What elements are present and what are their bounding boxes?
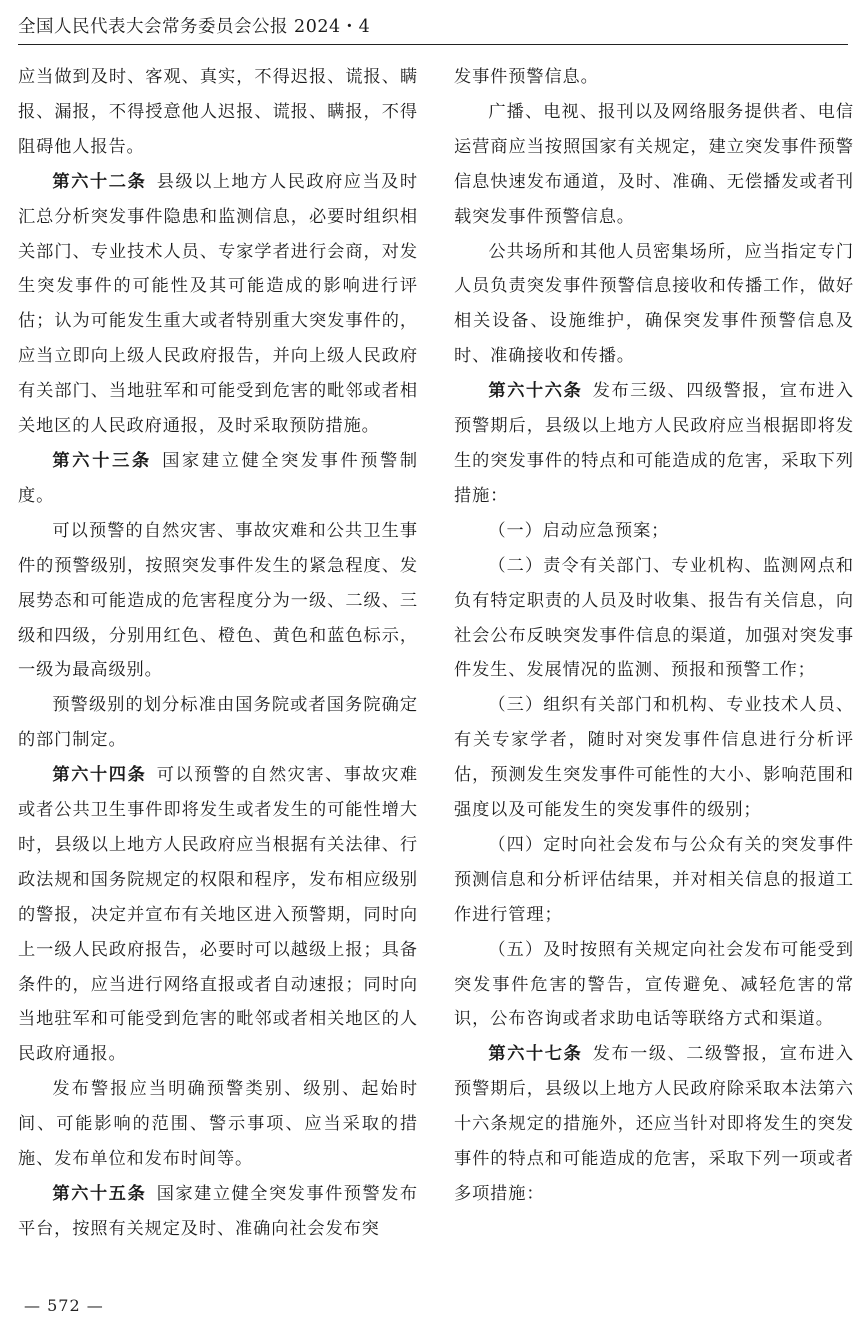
page-header [18, 12, 848, 45]
right-column [454, 60, 854, 1212]
paragraph-text: （五）及时按照有关规定向社会发布可能受到突发事件危害的警告，宣传避免、减轻危害的常识，公布咨询或者求助电话等联络方式和渠道。 [454, 939, 854, 1030]
paragraph [454, 549, 854, 689]
paragraph-text: （二）责令有关部门、专业机构、监测网点和负有特定职责的人员及时收集、报告有关信息，向社会公布反映突发事件信息的渠道，加强对突发事件发生、发展情况的监测、预报和预警工作； [454, 555, 854, 681]
paragraph [454, 1037, 854, 1212]
article-number: 第六十二条 [52, 171, 147, 192]
paragraph-text: 国家建立健全突发事件预警发布平台，按照有关规定及时、准确向社会发布突 [18, 1184, 418, 1239]
article-number: 第六十七条 [488, 1044, 583, 1065]
paragraph [18, 514, 418, 689]
paragraph-text: 发布一级、二级警报，宣布进入预警期后，县级以上地方人民政府除采取本法第六十六条规定的措施外，还应当针对即将发生的突发事件的特点和可能造成的危害，采取下列一项或者多项措施： [454, 1044, 854, 1204]
paragraph-text: 发布警报应当明确预警类别、级别、起始时间、可能影响的范围、警示事项、应当采取的措施、发布单位和发布时间等。 [18, 1079, 418, 1170]
paragraph [454, 60, 854, 95]
paragraph [454, 374, 854, 514]
paragraph [454, 514, 854, 549]
paragraph-text: （一）启动应急预案； [488, 520, 670, 541]
paragraph-text: （四）定时向社会发布与公众有关的突发事件预测信息和分析评估结果，并对相关信息的报道工作进行管理； [454, 834, 854, 925]
left-column [18, 60, 418, 1247]
page-footer [24, 1296, 104, 1315]
paragraph [454, 933, 854, 1038]
paragraph-text: 县级以上地方人民政府应当及时汇总分析突发事件隐患和监测信息，必要时组织相关部门、专业技术人员、专家学者进行会商，对发生突发事件的可能性及其可能造成的影响进行评估；认为可能发生重大或者特别重大突发事件的，应当立即向上级人民政府报告，并向上级人民政府有关部门、当地驻军和可能受到危害的毗邻或者相关地区的人民政府通报，及时采取预防措施。 [18, 171, 418, 437]
paragraph-text: 发事件预警信息。 [454, 67, 599, 87]
paragraph [18, 1177, 418, 1247]
paragraph [18, 1072, 418, 1177]
article-number: 第六十五条 [52, 1184, 147, 1204]
paragraph-text: 预警级别的划分标准由国务院或者国务院确定的部门制定。 [18, 695, 418, 751]
paragraph [18, 444, 418, 514]
paragraph [18, 758, 418, 1072]
paragraph [454, 688, 854, 828]
paragraph [18, 688, 418, 758]
paragraph [18, 60, 418, 165]
paragraph [454, 235, 854, 375]
article-number: 第六十六条 [488, 381, 583, 402]
article-number: 第六十四条 [52, 765, 147, 786]
paragraph-text: 可以预警的自然灾害、事故灾难和公共卫生事件的预警级别，按照突发事件发生的紧急程度、发展势态和可能造成的危害程度分为一级、二级、三级和四级，分别用红色、橙色、黄色和蓝色标示，一级为最高级别。 [18, 520, 418, 681]
gazette-title: 全国人民代表大会常务委员会公报 2024・4 [18, 17, 371, 37]
paragraph [454, 828, 854, 933]
paragraph-text: 国家建立健全突发事件预警制度。 [18, 450, 418, 506]
paragraph [454, 95, 854, 235]
paragraph-text: 广播、电视、报刊以及网络服务提供者、电信运营商应当按照国家有关规定，建立突发事件预警信息快速发布通道，及时、准确、无偿播发或者刊载突发事件预警信息。 [454, 101, 854, 227]
paragraph [18, 165, 418, 444]
paragraph-text: 公共场所和其他人员密集场所，应当指定专门人员负责突发事件预警信息接收和传播工作，做好相关设备、设施维护，确保突发事件预警信息及时、准确接收和传播。 [454, 241, 854, 367]
page-number: — 572 — [24, 1296, 104, 1315]
paragraph-text: 可以预警的自然灾害、事故灾难或者公共卫生事件即将发生或者发生的可能性增大时，县级以上地方人民政府应当根据有关法律、行政法规和国务院规定的权限和程序，发布相应级别的警报，决定并宣布有关地区进入预警期，同时向上一级人民政府报告，必要时可以越级上报；具备条件的，应当进行网络直报或者自动速报；同时向当地驻军和可能受到危害的毗邻或者相关地区的人民政府通报。 [18, 765, 418, 1065]
paragraph-text: （三）组织有关部门和机构、专业技术人员、有关专家学者，随时对突发事件信息进行分析评估，预测发生突发事件可能性的大小、影响范围和强度以及可能发生的突发事件的级别； [454, 695, 854, 821]
paragraph-text: 发布三级、四级警报，宣布进入预警期后，县级以上地方人民政府应当根据即将发生的突发事件的特点和可能造成的危害，采取下列措施： [454, 381, 854, 506]
paragraph-text: 应当做到及时、客观、真实，不得迟报、谎报、瞒报、漏报，不得授意他人迟报、谎报、瞒报，不得阻碍他人报告。 [18, 67, 418, 157]
article-number: 第六十三条 [52, 450, 152, 471]
